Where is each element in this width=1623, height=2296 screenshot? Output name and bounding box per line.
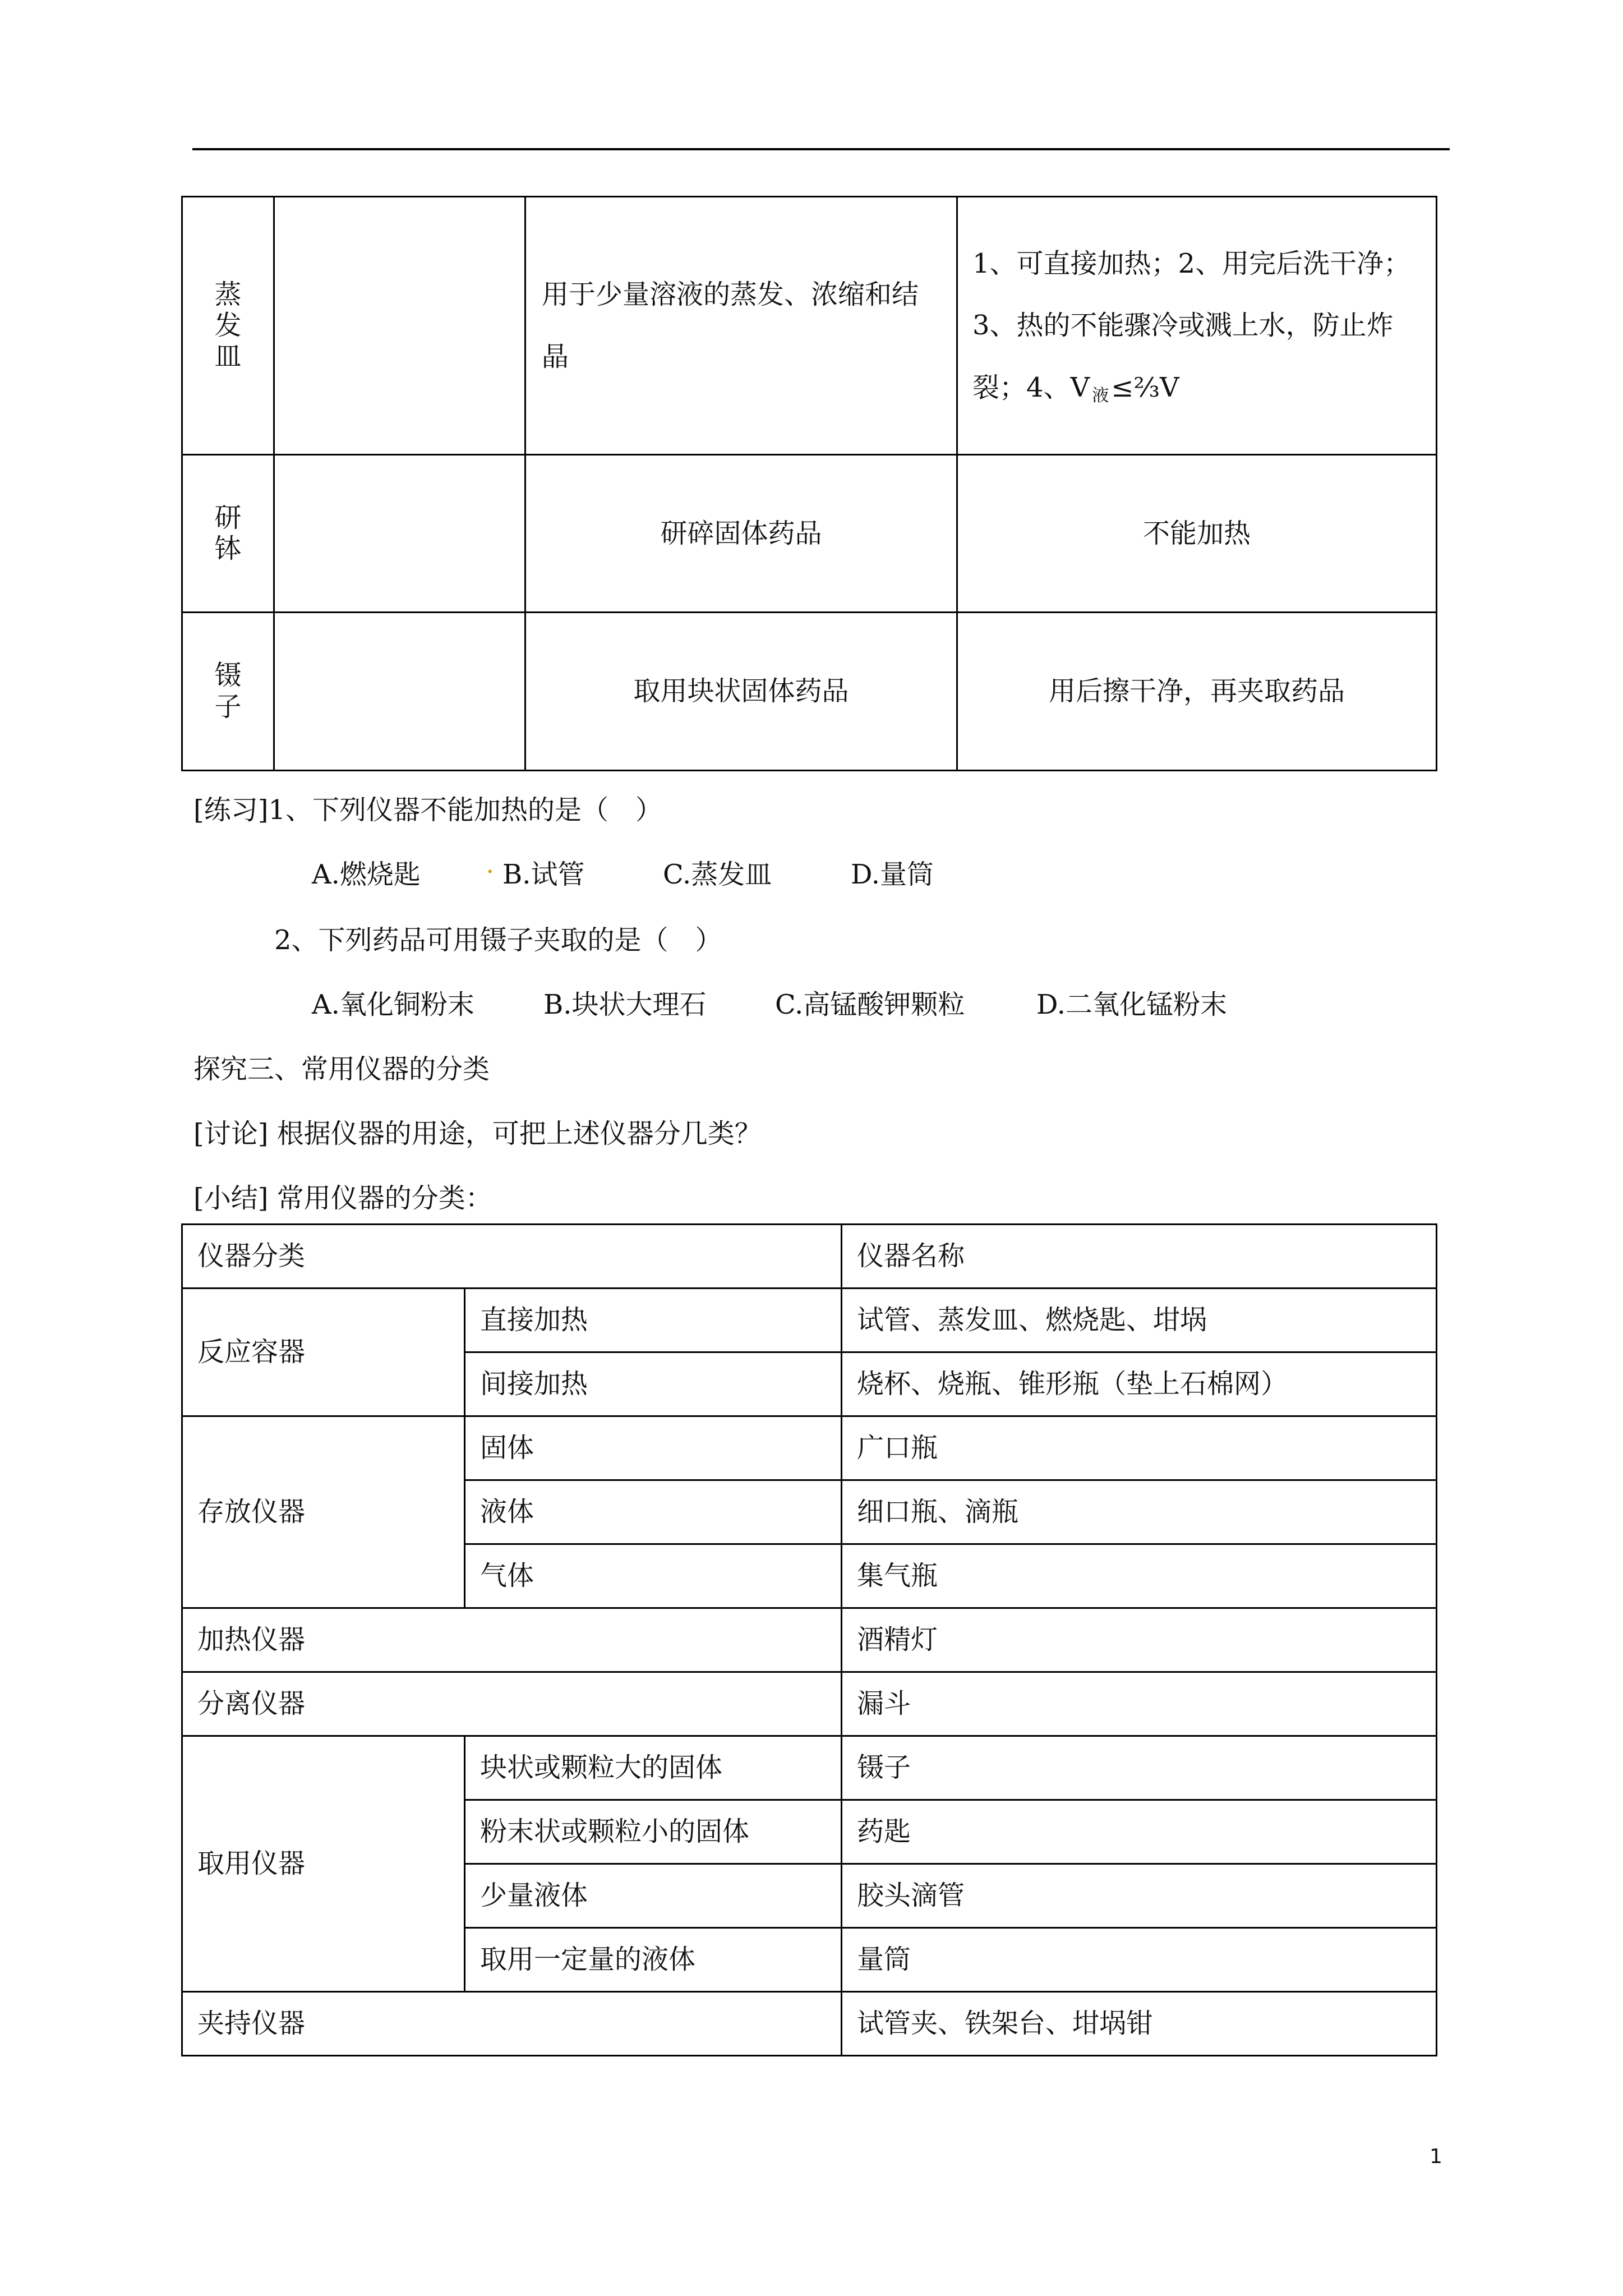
table-row xyxy=(182,197,1437,455)
subcategory-cell: 直接加热 xyxy=(465,1289,842,1352)
names-cell: 试管、蒸发皿、燃烧匙、坩埚 xyxy=(842,1289,1437,1352)
instrument-image-cell xyxy=(274,455,525,613)
header-cell: 仪器名称 xyxy=(842,1225,1437,1289)
option-c: C.高锰酸钾颗粒 xyxy=(775,989,965,1020)
instrument-name: 研 钵 xyxy=(182,455,274,613)
names-cell: 试管夹、铁架台、坩埚钳 xyxy=(842,1992,1437,2056)
option-b: B.块状大理石 xyxy=(543,989,707,1020)
table-row xyxy=(182,1672,1437,1736)
subcategory-cell: 少量液体 xyxy=(465,1864,842,1928)
table-row xyxy=(182,613,1437,771)
names-cell: 酒精灯 xyxy=(842,1608,1437,1672)
stray-dot: . xyxy=(486,848,495,880)
exercise-question-1: [练习]1、下列仪器不能加热的是（ ） xyxy=(193,794,662,826)
names-cell: 广口瓶 xyxy=(842,1416,1437,1480)
names-cell: 漏斗 xyxy=(842,1672,1437,1736)
instrument-name: 蒸 发 皿 xyxy=(182,197,274,455)
header-rule xyxy=(192,148,1450,150)
table-row xyxy=(182,455,1437,613)
instrument-note: 用后擦干净，再夹取药品 xyxy=(957,613,1437,771)
category-cell: 分离仪器 xyxy=(182,1672,842,1736)
subcategory-cell: 块状或颗粒大的固体 xyxy=(465,1736,842,1800)
option-a: A.燃烧匙 xyxy=(312,859,421,890)
subcategory-cell: 间接加热 xyxy=(465,1352,842,1416)
subcategory-cell: 气体 xyxy=(465,1544,842,1608)
instrument-use: 取用块状固体药品 xyxy=(525,613,957,771)
instrument-use: 研碎固体药品 xyxy=(525,455,957,613)
discussion-text: [讨论] 根据仪器的用途，可把上述仪器分几类？ xyxy=(193,1118,762,1149)
instrument-note: 1、可直接加热；2、用完后洗干净； 3、热的不能骤冷或溅上水，防止炸 裂；4、V $_液$≤⅔V xyxy=(957,197,1437,455)
names-cell: 量筒 xyxy=(842,1928,1437,1992)
names-cell: 镊子 xyxy=(842,1736,1437,1800)
summary-text: [小结] 常用仪器的分类： xyxy=(193,1182,492,1214)
exercise-question-2: 2、下列药品可用镊子夹取的是（ ） xyxy=(274,924,722,956)
category-cell: 加热仪器 xyxy=(182,1608,842,1672)
names-cell: 集气瓶 xyxy=(842,1544,1437,1608)
instrument-use: 用于少量溶液的蒸发、浓缩和结晶 xyxy=(525,197,957,455)
names-cell: 烧杯、烧瓶、锥形瓶（垫上石棉网） xyxy=(842,1352,1437,1416)
names-cell: 细口瓶、滴瓶 xyxy=(842,1480,1437,1544)
option-d: D.二氧化锰粉末 xyxy=(1036,989,1228,1020)
names-cell: 胶头滴管 xyxy=(842,1864,1437,1928)
category-cell: 存放仪器 xyxy=(182,1416,465,1608)
header-cell: 仪器分类 xyxy=(182,1225,842,1289)
option-b: B.试管 xyxy=(502,859,585,890)
option-a: A.氧化铜粉末 xyxy=(312,989,474,1020)
section-title: 探究三、常用仪器的分类 xyxy=(193,1053,490,1085)
instrument-image-cell xyxy=(274,613,525,771)
table-header-row xyxy=(182,1225,1437,1289)
option-c: C.蒸发皿 xyxy=(663,859,772,890)
instrument-note: 不能加热 xyxy=(957,455,1437,613)
table-row xyxy=(182,1608,1437,1672)
names-cell: 药匙 xyxy=(842,1800,1437,1864)
instrument-name: 镊 子 xyxy=(182,613,274,771)
instrument-table xyxy=(181,196,1437,771)
instrument-image-cell xyxy=(274,197,525,455)
table-row xyxy=(182,1416,1437,1480)
category-cell: 取用仪器 xyxy=(182,1736,465,1992)
subcategory-cell: 粉末状或颗粒小的固体 xyxy=(465,1800,842,1864)
option-d: D.量筒 xyxy=(851,859,934,890)
category-cell: 夹持仪器 xyxy=(182,1992,842,2056)
category-cell: 反应容器 xyxy=(182,1289,465,1416)
subcategory-cell: 液体 xyxy=(465,1480,842,1544)
table-row xyxy=(182,1992,1437,2056)
classification-table xyxy=(181,1223,1437,2056)
table-row xyxy=(182,1736,1437,1800)
page-number: 1 xyxy=(1430,2145,1442,2168)
table-row xyxy=(182,1289,1437,1352)
subcategory-cell: 取用一定量的液体 xyxy=(465,1928,842,1992)
subcategory-cell: 固体 xyxy=(465,1416,842,1480)
